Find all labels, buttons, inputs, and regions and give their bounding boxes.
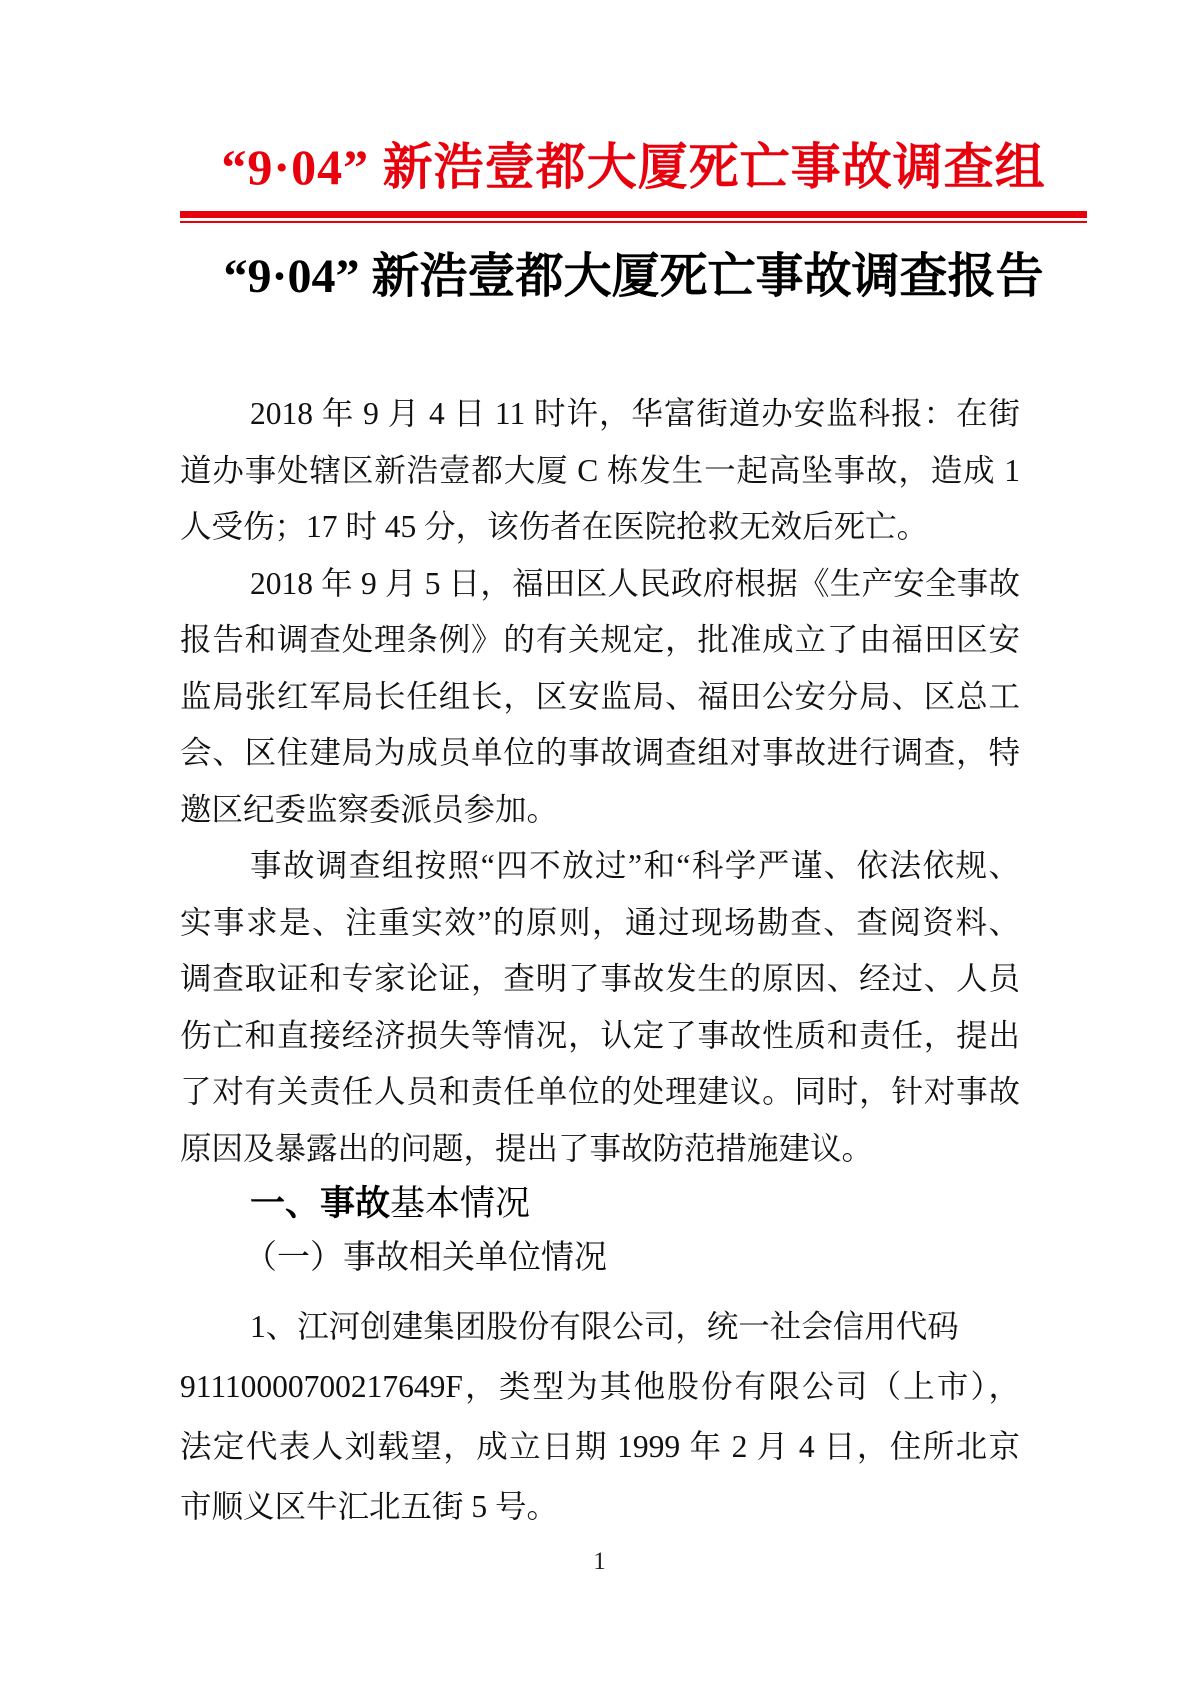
body-text-line: 事故调查组按照“四不放过”和“科学严谨、依法依规、 xyxy=(250,848,1020,883)
section-heading-number: 一、事故 xyxy=(250,1184,391,1223)
red-header-banner: “9·04” 新浩壹都大厦死亡事故调查组 xyxy=(221,139,1046,195)
body-text-line: 91110000700217649F，类型为其他股份有限公司（上市）， xyxy=(180,1369,1020,1404)
page-number: 1 xyxy=(593,1548,606,1575)
red-rule-thin xyxy=(180,221,1087,223)
body-text-line: 了对有关责任人员和责任单位的处理建议。同时，针对事故 xyxy=(180,1074,1020,1109)
body-text-line: 调查取证和专家论证，查明了事故发生的原因、经过、人员 xyxy=(180,961,1020,996)
body-text-line: 2018 年 9 月 5 日，福田区人民政府根据《生产安全事故 xyxy=(250,565,1020,601)
company-paragraph xyxy=(180,1297,1020,1537)
red-rule-thick xyxy=(180,211,1087,218)
body-paragraphs xyxy=(180,386,1020,1177)
body-text-line: 2018 年 9 月 4 日 11 时许，华富街道办安监科报：在街 xyxy=(250,396,1020,431)
section-heading-rest: 基本情况 xyxy=(390,1184,531,1223)
body-text-line: 原因及暴露出的问题，提出了事故防范措施建议。 xyxy=(180,1130,874,1166)
body-text-line: 法定代表人刘载望，成立日期 1999 年 2 月 4 日，住所北京 xyxy=(180,1429,1020,1464)
body-text-line: 1、江河创建集团股份有限公司，统一社会信用代码 xyxy=(250,1309,959,1344)
body-text-line: 市顺义区牛汇北五街 5 号。 xyxy=(180,1489,559,1524)
body-text-line: 伤亡和直接经济损失等情况，认定了事故性质和责任，提出 xyxy=(180,1017,1020,1053)
subsection-heading: （一）事故相关单位情况 xyxy=(244,1240,607,1276)
body-text-line: 人受伤；17 时 45 分，该伤者在医院抢救无效后死亡。 xyxy=(180,509,929,544)
body-text-line: 实事求是、注重实效”的原则，通过现场勘查、查阅资料、 xyxy=(180,904,1020,940)
section-heading xyxy=(180,1177,1020,1231)
body-text-line: 报告和调查处理条例》的有关规定，批准成立了由福田区安 xyxy=(180,622,1020,657)
body-text-line: 道办事处辖区新浩壹都大厦 C 栋发生一起高坠事故，造成 1 xyxy=(180,452,1020,488)
report-body xyxy=(180,386,1020,1537)
body-text-line: 会、区住建局为成员单位的事故调查组对事故进行调查，特 xyxy=(180,735,1020,770)
body-text-line: 监局张红军局长任组长，区安监局、福田公安分局、区总工 xyxy=(180,678,1020,714)
document-title: “9·04” 新浩壹都大厦死亡事故调查报告 xyxy=(223,250,1044,303)
body-text-line: 邀区纪委监察委派员参加。 xyxy=(180,791,559,827)
